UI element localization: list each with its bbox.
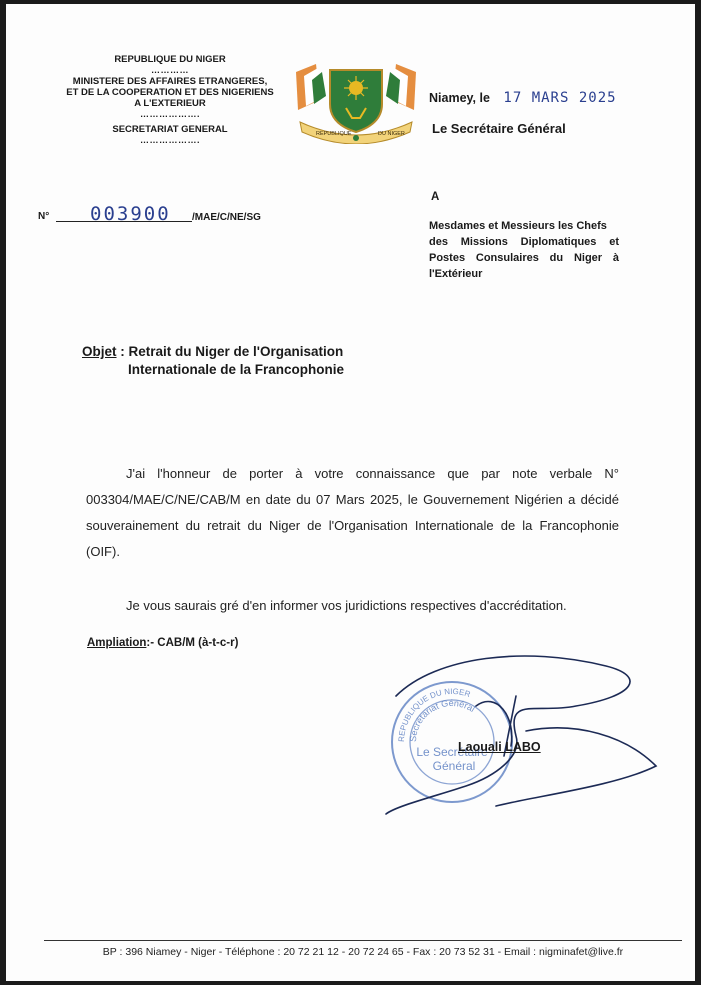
- ministry-line-3: A L'EXTERIEUR: [134, 98, 206, 109]
- subject-line-2: Internationale de la Francophonie: [128, 362, 345, 377]
- subject: [82, 343, 344, 379]
- recipient-line-1: Mesdames et Messieurs les Chefs: [429, 220, 607, 232]
- letterhead: [40, 54, 300, 146]
- signer-name: Laouali LABO: [458, 740, 541, 754]
- recipient-a: A: [431, 191, 440, 203]
- handwritten-signature: [376, 636, 666, 826]
- recipient-line-4: l'Extérieur: [429, 268, 483, 280]
- svg-text:Secrétariat Général: Secrétariat Général: [407, 697, 477, 743]
- ministry-line-1: MINISTERE DES AFFAIRES ETRANGERES,: [72, 76, 268, 87]
- reference-number: [38, 203, 398, 227]
- svg-text:DU NIGER: DU NIGER: [378, 131, 405, 137]
- place-date: [429, 90, 617, 106]
- handwritten-reference-number: 003900: [90, 203, 171, 225]
- place-prefix: Niamey, le: [429, 91, 490, 105]
- secretariat-general: SECRETARIAT GENERAL: [112, 124, 228, 135]
- svg-text:Général: Général: [432, 759, 476, 773]
- subject-line-1: Retrait du Niger de l'Organisation: [128, 344, 344, 359]
- separator-dots: …………: [151, 65, 189, 75]
- niger-coat-of-arms-emblem: [286, 52, 426, 144]
- svg-text:REPUBLIQUE: REPUBLIQUE: [316, 131, 352, 137]
- letter-page: [6, 4, 695, 981]
- body-paragraph-1: J'ai l'honneur de porter à votre connaissance que par note verbale N° 003304/MAE/C/NE/CAB/M en date du 07 Mars 2025, le Gouvernement Nigérien a décidé souverainement du retrait du Niger de l'Organisation Internationale de la Francophonie (OIF).: [86, 466, 619, 559]
- ampliation-label: Ampliation: [87, 637, 147, 649]
- subject-label: Objet: [82, 344, 117, 359]
- footer-contact: BP : 396 Niamey - Niger - Téléphone : 20 72 21 12 - 20 72 24 65 - Fax : 20 73 52 31 - Email : nigminafet@live.fr: [102, 946, 624, 958]
- footer-divider: [44, 940, 682, 941]
- body-paragraph-2: Je vous saurais gré d'en informer vos juridictions respectives d'accréditation.: [126, 598, 567, 613]
- recipient-block: [429, 218, 619, 282]
- recipient-line-3: Postes Consulaires du Niger à: [429, 252, 619, 264]
- ampliation-value: :- CAB/M (à-t-c-r): [146, 637, 239, 649]
- separator-dots: ……………….: [139, 109, 200, 119]
- svg-text:Le Secrétaire: Le Secrétaire: [416, 745, 488, 759]
- number-label: N°: [38, 211, 50, 222]
- recipient-line-2: des Missions Diplomatiques et: [429, 236, 619, 248]
- subject-separator: :: [116, 344, 129, 359]
- signatory-title: Le Secrétaire Général: [432, 121, 566, 136]
- republic-name: REPUBLIQUE DU NIGER: [114, 54, 226, 65]
- svg-text:REPUBLIQUE DU NIGER: REPUBLIQUE DU NIGER: [396, 686, 472, 743]
- reference-suffix: /MAE/C/NE/SG: [192, 212, 261, 223]
- ministry-line-2: ET DE LA COOPERATION ET DES NIGERIENS: [66, 87, 274, 98]
- ampliation: [87, 637, 238, 649]
- date-stamp: 17 MARS 2025: [503, 90, 617, 106]
- separator-dots: ……………….: [139, 135, 200, 145]
